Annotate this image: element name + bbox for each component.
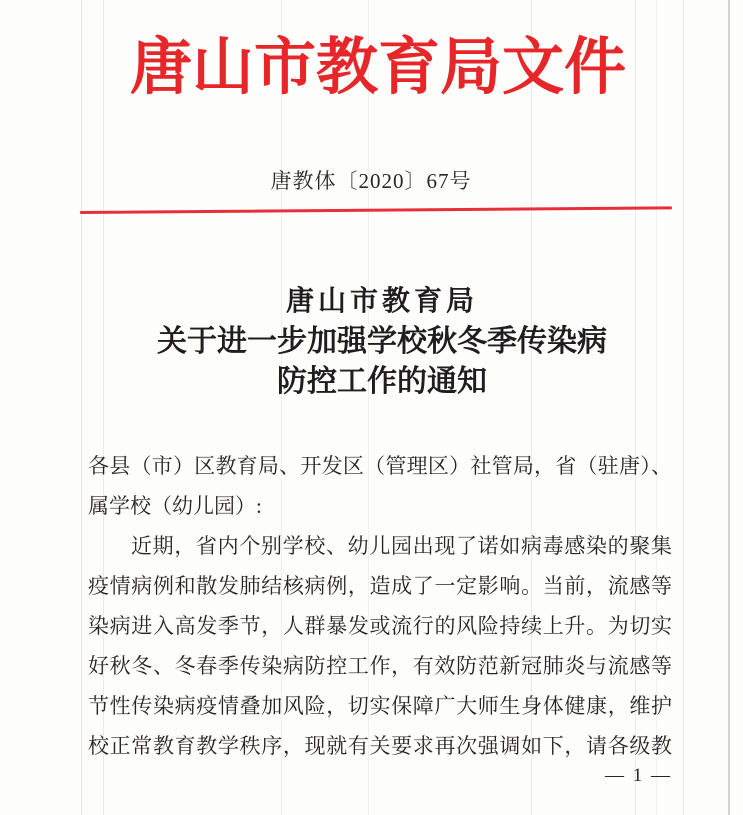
notice-body: [88, 446, 672, 766]
body-line: 校正常教育教学秩序，现就有关要求再次强调如下，请各级教: [88, 734, 672, 758]
body-line: 染病进入高发季节，人群暴发或流行的风险持续上升。为切实: [88, 614, 672, 638]
scan-artifact-line: [81, 0, 82, 815]
notice-title: [85, 282, 679, 402]
body-line: 近期，省内个别学校、幼儿园出现了诺如病毒感染的聚集: [131, 534, 672, 558]
notice-title-issuer: 唐山市教育局: [285, 286, 478, 317]
scan-artifact-line: [728, 0, 730, 815]
scan-artifact-line: [683, 0, 684, 815]
document-reference-number: 唐教体〔2020〕67号: [270, 169, 472, 193]
red-divider-line: [80, 206, 672, 214]
body-line: 好秋冬、冬春季传染病防控工作，有效防范新冠肺炎与流感等: [88, 654, 672, 678]
salutation-line: 各县（市）区教育局、开发区（管理区）社管局，省（驻唐）、: [88, 454, 672, 478]
body-line: 疫情病例和散发肺结核病例，造成了一定影响。当前，流感等: [88, 574, 672, 598]
body-line: 节性传染病疫情叠加风险，切实保障广大师生身体健康，维护: [88, 694, 672, 718]
page-number: — 1 —: [605, 765, 672, 786]
notice-title-subject-line: 关于进一步加强学校秋冬季传染病: [157, 325, 607, 358]
letterhead-banner-title: 唐山市教育局文件: [129, 34, 626, 102]
notice-title-subject-line: 防控工作的通知: [277, 365, 487, 398]
salutation-line: 属学校（幼儿园）:: [88, 494, 262, 518]
